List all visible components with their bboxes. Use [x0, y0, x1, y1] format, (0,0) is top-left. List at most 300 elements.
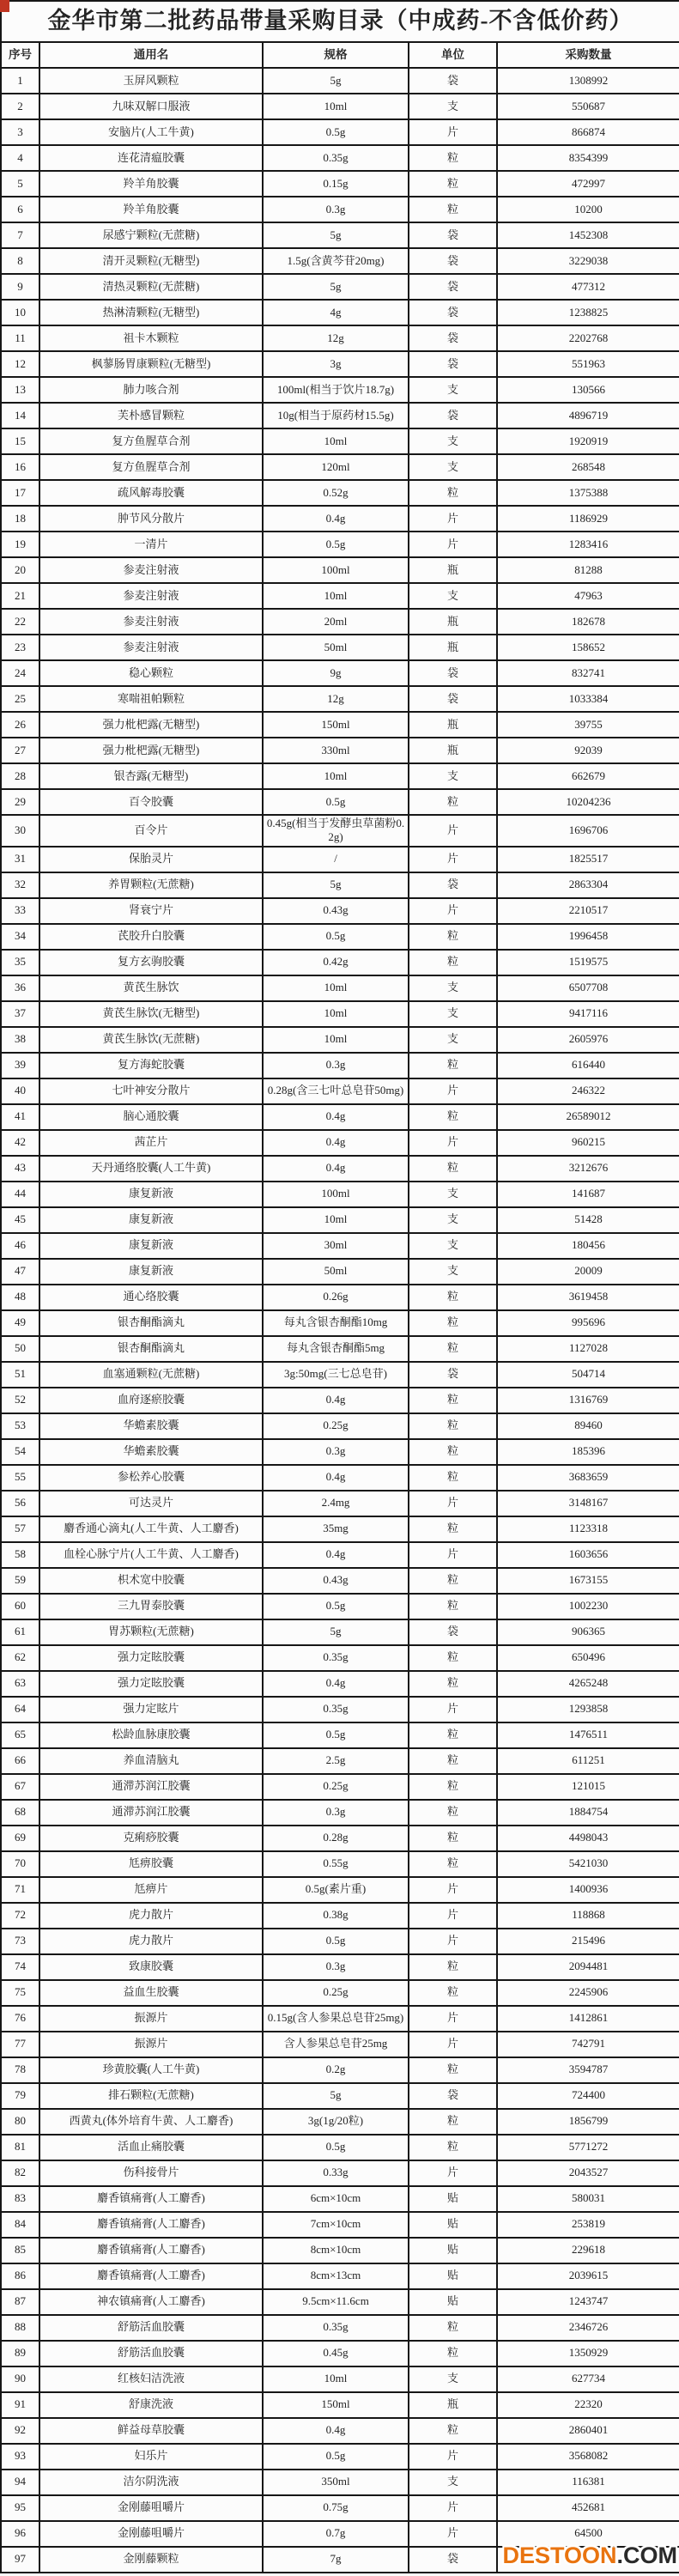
cell-quantity: 2094481: [497, 1954, 679, 1980]
cell-spec: 0.25g: [263, 1413, 409, 1439]
cell-quantity: 180456: [497, 1233, 679, 1259]
cell-index: 39: [1, 1053, 39, 1078]
cell-index: 65: [1, 1722, 39, 1748]
cell-quantity: 1920919: [497, 428, 679, 454]
cell-unit: 粒: [409, 1465, 497, 1491]
table-header-row: [1, 42, 679, 68]
cell-quantity: 2043527: [497, 2160, 679, 2186]
cell-index: 56: [1, 1491, 39, 1516]
cell-generic-name: 连花清瘟胶囊: [39, 145, 263, 171]
cell-quantity: 10204236: [497, 789, 679, 815]
cell-quantity: 141687: [497, 1182, 679, 1207]
cell-quantity: 229618: [497, 2238, 679, 2263]
cell-spec: 10ml: [263, 975, 409, 1001]
table-row: [1, 1182, 679, 1207]
cell-quantity: 960215: [497, 1130, 679, 1156]
cell-spec: 0.4g: [263, 1156, 409, 1182]
cell-index: 45: [1, 1207, 39, 1233]
cell-spec: 0.5g(素片重): [263, 1877, 409, 1903]
cell-index: 49: [1, 1310, 39, 1336]
cell-spec: 30ml: [263, 1233, 409, 1259]
cell-quantity: 1519575: [497, 950, 679, 975]
cell-quantity: 1476511: [497, 1722, 679, 1748]
cell-unit: 瓶: [409, 2392, 497, 2418]
cell-spec: 0.5g: [263, 2444, 409, 2470]
cell-quantity: 4265248: [497, 1671, 679, 1697]
cell-quantity: 2860401: [497, 2418, 679, 2444]
table-row: [1, 1207, 679, 1233]
cell-generic-name: 通心络胶囊: [39, 1285, 263, 1310]
cell-unit: 粒: [409, 1748, 497, 1774]
cell-index: 83: [1, 2186, 39, 2212]
cell-spec: 2.5g: [263, 1748, 409, 1774]
cell-generic-name: 参麦注射液: [39, 583, 263, 609]
cell-quantity: 2202768: [497, 325, 679, 351]
table-row: [1, 1233, 679, 1259]
cell-spec: 7cm×10cm: [263, 2212, 409, 2238]
cell-quantity: 472997: [497, 171, 679, 197]
cell-unit: 粒: [409, 2109, 497, 2135]
cell-unit: 粒: [409, 1800, 497, 1826]
cell-quantity: 1127028: [497, 1336, 679, 1362]
cell-generic-name: 麝香镇痛膏(人工麝香): [39, 2238, 263, 2263]
cell-unit: 袋: [409, 248, 497, 274]
cell-spec: 0.3g: [263, 1800, 409, 1826]
cell-quantity: 1316769: [497, 1388, 679, 1413]
cell-spec: 0.4g: [263, 1104, 409, 1130]
cell-spec: 3g(1g/20粒): [263, 2109, 409, 2135]
cell-index: 4: [1, 145, 39, 171]
cell-spec: 0.33g: [263, 2160, 409, 2186]
cell-generic-name: 金刚藤咀嚼片: [39, 2521, 263, 2547]
cell-generic-name: 枳术宽中胶囊: [39, 1568, 263, 1594]
cell-spec: 每丸含银杏酮酯5mg: [263, 1336, 409, 1362]
cell-index: 54: [1, 1439, 39, 1465]
table-row: [1, 68, 679, 94]
cell-unit: 粒: [409, 480, 497, 506]
cell-generic-name: 麝香镇痛膏(人工麝香): [39, 2186, 263, 2212]
cell-quantity: 1412861: [497, 2006, 679, 2032]
cell-generic-name: 百令胶囊: [39, 789, 263, 815]
watermark-suffix: .COM: [616, 2543, 677, 2568]
cell-index: 52: [1, 1388, 39, 1413]
cell-quantity: 4498043: [497, 1826, 679, 1851]
cell-quantity: 580031: [497, 2186, 679, 2212]
table-row: [1, 1671, 679, 1697]
cell-spec: 0.25g: [263, 1980, 409, 2006]
cell-spec: 0.2g: [263, 2057, 409, 2083]
table-row: [1, 1826, 679, 1851]
cell-generic-name: 参麦注射液: [39, 609, 263, 635]
cell-quantity: 995696: [497, 1310, 679, 1336]
cell-unit: 粒: [409, 1826, 497, 1851]
cell-quantity: 1293858: [497, 1697, 679, 1722]
cell-index: 59: [1, 1568, 39, 1594]
cell-spec: /: [263, 847, 409, 872]
cell-generic-name: 麝香镇痛膏(人工麝香): [39, 2212, 263, 2238]
cell-spec: 8cm×10cm: [263, 2238, 409, 2263]
cell-unit: 粒: [409, 1980, 497, 2006]
cell-generic-name: 天丹通络胶囊(人工牛黄): [39, 1156, 263, 1182]
cell-generic-name: 热淋清颗粒(无糖型): [39, 300, 263, 325]
cell-quantity: 1884754: [497, 1800, 679, 1826]
cell-index: 79: [1, 2083, 39, 2109]
cell-unit: 贴: [409, 2263, 497, 2289]
cell-index: 63: [1, 1671, 39, 1697]
cell-generic-name: 祖卡木颗粒: [39, 325, 263, 351]
cell-index: 27: [1, 738, 39, 763]
table-row: [1, 2186, 679, 2212]
cell-unit: 片: [409, 898, 497, 924]
cell-index: 58: [1, 1542, 39, 1568]
cell-quantity: 1283416: [497, 532, 679, 557]
table-row: [1, 1645, 679, 1671]
table-row: [1, 1594, 679, 1619]
cell-generic-name: 复方海蛇胶囊: [39, 1053, 263, 1078]
cell-spec: 5g: [263, 872, 409, 898]
cell-index: 12: [1, 351, 39, 377]
cell-index: 76: [1, 2006, 39, 2032]
table-row: [1, 119, 679, 145]
cell-unit: 支: [409, 454, 497, 480]
cell-quantity: 118868: [497, 1903, 679, 1929]
cell-generic-name: 舒康洗液: [39, 2392, 263, 2418]
cell-generic-name: 芪胶升白胶囊: [39, 924, 263, 950]
cell-unit: 片: [409, 2006, 497, 2032]
cell-generic-name: 可达灵片: [39, 1491, 263, 1516]
cell-quantity: 2346726: [497, 2315, 679, 2341]
table-body: [1, 68, 679, 2573]
table-row: [1, 300, 679, 325]
cell-index: 62: [1, 1645, 39, 1671]
cell-quantity: 5421030: [497, 1851, 679, 1877]
cell-spec: 10ml: [263, 583, 409, 609]
cell-generic-name: 强力定眩胶囊: [39, 1671, 263, 1697]
cell-unit: 粒: [409, 1336, 497, 1362]
table-row: [1, 1310, 679, 1336]
cell-index: 24: [1, 660, 39, 686]
cell-generic-name: 复方鱼腥草合剂: [39, 454, 263, 480]
cell-index: 48: [1, 1285, 39, 1310]
table-row: [1, 1465, 679, 1491]
cell-generic-name: 鲜益母草胶囊: [39, 2418, 263, 2444]
cell-spec: 3g: [263, 351, 409, 377]
cell-generic-name: 茜芷片: [39, 1130, 263, 1156]
cell-spec: 2.4mg: [263, 1491, 409, 1516]
cell-unit: 袋: [409, 351, 497, 377]
cell-quantity: 1243747: [497, 2289, 679, 2315]
cell-spec: 0.5g: [263, 1722, 409, 1748]
cell-spec: 0.4g: [263, 506, 409, 532]
cell-spec: 0.28g(含三七叶总皂苷50mg): [263, 1078, 409, 1104]
cell-unit: 片: [409, 847, 497, 872]
cell-index: 11: [1, 325, 39, 351]
cell-spec: 0.5g: [263, 924, 409, 950]
table-row: [1, 1851, 679, 1877]
cell-quantity: 3568082: [497, 2444, 679, 2470]
cell-unit: 袋: [409, 1619, 497, 1645]
cell-generic-name: 养血清脑丸: [39, 1748, 263, 1774]
cell-generic-name: 安脑片(人工牛黄): [39, 119, 263, 145]
cell-spec: 50ml: [263, 1259, 409, 1285]
table-row: [1, 480, 679, 506]
cell-unit: 粒: [409, 924, 497, 950]
cell-quantity: 611251: [497, 1748, 679, 1774]
cell-quantity: 9417116: [497, 1001, 679, 1027]
cell-spec: 150ml: [263, 712, 409, 738]
table-row: [1, 1619, 679, 1645]
cell-quantity: 866874: [497, 119, 679, 145]
cell-unit: 支: [409, 1001, 497, 1027]
table-row: [1, 2083, 679, 2109]
cell-spec: 1.5g(含黄芩苷20mg): [263, 248, 409, 274]
cell-unit: 粒: [409, 2135, 497, 2160]
cell-unit: 粒: [409, 1285, 497, 1310]
cell-unit: 粒: [409, 1568, 497, 1594]
table-row: [1, 2289, 679, 2315]
table-row: [1, 506, 679, 532]
cell-quantity: 116381: [497, 2470, 679, 2495]
cell-index: 66: [1, 1748, 39, 1774]
cell-index: 30: [1, 815, 39, 847]
cell-spec: 0.5g: [263, 532, 409, 557]
cell-unit: 片: [409, 1542, 497, 1568]
cell-quantity: 1238825: [497, 300, 679, 325]
cell-generic-name: 麝香通心滴丸(人工牛黄、人工麝香): [39, 1516, 263, 1542]
cell-spec: 10ml: [263, 2366, 409, 2392]
cell-generic-name: 康复新液: [39, 1182, 263, 1207]
cell-quantity: 1400936: [497, 1877, 679, 1903]
cell-unit: 粒: [409, 2315, 497, 2341]
cell-index: 6: [1, 197, 39, 222]
cell-generic-name: 克痢痧胶囊: [39, 1826, 263, 1851]
cell-spec: 10g(相当于原药材15.5g): [263, 403, 409, 428]
table-row: [1, 686, 679, 712]
cell-index: 18: [1, 506, 39, 532]
cell-generic-name: 羚羊角胶囊: [39, 171, 263, 197]
cell-quantity: 81288: [497, 557, 679, 583]
table-row: [1, 2135, 679, 2160]
cell-spec: 0.52g: [263, 480, 409, 506]
cell-spec: 330ml: [263, 738, 409, 763]
cell-index: 84: [1, 2212, 39, 2238]
cell-unit: 粒: [409, 1516, 497, 1542]
table-row: [1, 2444, 679, 2470]
table-row: [1, 325, 679, 351]
cell-unit: 片: [409, 2160, 497, 2186]
column-header-name: 通用名: [39, 42, 263, 68]
cell-unit: 粒: [409, 1439, 497, 1465]
cell-quantity: 742791: [497, 2032, 679, 2057]
cell-quantity: 64500: [497, 2521, 679, 2547]
table-row: [1, 1800, 679, 1826]
cell-index: 1: [1, 68, 39, 94]
table-row: [1, 1903, 679, 1929]
cell-quantity: 253819: [497, 2212, 679, 2238]
cell-unit: 支: [409, 975, 497, 1001]
table-row: [1, 609, 679, 635]
cell-generic-name: 养胃颗粒(无蔗糖): [39, 872, 263, 898]
table-row: [1, 975, 679, 1001]
cell-generic-name: 麝香镇痛膏(人工麝香): [39, 2263, 263, 2289]
cell-spec: 0.15g(含人参果总皂苷25mg): [263, 2006, 409, 2032]
table-row: [1, 660, 679, 686]
table-row: [1, 2341, 679, 2366]
cell-spec: 0.4g: [263, 2418, 409, 2444]
cell-quantity: 158652: [497, 635, 679, 660]
cell-spec: 100ml(相当于饮片18.7g): [263, 377, 409, 403]
cell-generic-name: 黄芪生脉饮(无蔗糖): [39, 1027, 263, 1053]
cell-index: 37: [1, 1001, 39, 1027]
cell-spec: 5g: [263, 2083, 409, 2109]
cell-quantity: 10200: [497, 197, 679, 222]
cell-generic-name: 三九胃泰胶囊: [39, 1594, 263, 1619]
cell-generic-name: 尿感宁颗粒(无蔗糖): [39, 222, 263, 248]
cell-unit: 支: [409, 377, 497, 403]
table-row: [1, 950, 679, 975]
cell-generic-name: 尪痹片: [39, 1877, 263, 1903]
cell-generic-name: 黄芪生脉饮: [39, 975, 263, 1001]
cell-index: 22: [1, 609, 39, 635]
cell-generic-name: 虎力散片: [39, 1929, 263, 1954]
cell-index: 41: [1, 1104, 39, 1130]
table-row: [1, 2006, 679, 2032]
table-row: [1, 2212, 679, 2238]
cell-generic-name: 活血止痛胶囊: [39, 2135, 263, 2160]
cell-quantity: 1123318: [497, 1516, 679, 1542]
cell-index: 33: [1, 898, 39, 924]
cell-generic-name: 参麦注射液: [39, 557, 263, 583]
cell-generic-name: 强力枇杷露(无糖型): [39, 712, 263, 738]
table-row: [1, 2109, 679, 2135]
cell-generic-name: 振源片: [39, 2006, 263, 2032]
cell-generic-name: 玉屏风颗粒: [39, 68, 263, 94]
cell-index: 20: [1, 557, 39, 583]
cell-spec: 0.35g: [263, 2315, 409, 2341]
cell-generic-name: 芙朴感冒颗粒: [39, 403, 263, 428]
cell-spec: 0.3g: [263, 197, 409, 222]
cell-unit: 瓶: [409, 609, 497, 635]
cell-index: 74: [1, 1954, 39, 1980]
cell-unit: 支: [409, 1259, 497, 1285]
cell-index: 72: [1, 1903, 39, 1929]
cell-generic-name: 伤科接骨片: [39, 2160, 263, 2186]
cell-unit: 片: [409, 2521, 497, 2547]
cell-spec: 0.35g: [263, 1645, 409, 1671]
cell-index: 82: [1, 2160, 39, 2186]
cell-unit: 贴: [409, 2212, 497, 2238]
cell-spec: 0.5g: [263, 119, 409, 145]
cell-spec: 5g: [263, 274, 409, 300]
table-row: [1, 351, 679, 377]
cell-generic-name: 华蟾素胶囊: [39, 1413, 263, 1439]
cell-index: 19: [1, 532, 39, 557]
cell-spec: 0.3g: [263, 1053, 409, 1078]
cell-unit: 粒: [409, 2057, 497, 2083]
cell-unit: 袋: [409, 274, 497, 300]
cell-index: 91: [1, 2392, 39, 2418]
cell-unit: 支: [409, 1182, 497, 1207]
cell-spec: 10ml: [263, 763, 409, 789]
cell-unit: 粒: [409, 1413, 497, 1439]
cell-generic-name: 尪痹胶囊: [39, 1851, 263, 1877]
cell-spec: 5g: [263, 1619, 409, 1645]
cell-quantity: 551963: [497, 351, 679, 377]
cell-quantity: 5771272: [497, 2135, 679, 2160]
table-row: [1, 898, 679, 924]
cell-index: 36: [1, 975, 39, 1001]
cell-spec: 0.43g: [263, 1568, 409, 1594]
cell-quantity: 26589012: [497, 1104, 679, 1130]
cell-generic-name: 强力定眩胶囊: [39, 1645, 263, 1671]
cell-unit: 粒: [409, 1774, 497, 1800]
table-row: [1, 2238, 679, 2263]
cell-generic-name: 康复新液: [39, 1233, 263, 1259]
cell-spec: 10ml: [263, 94, 409, 119]
cell-generic-name: 枫蓼肠胃康颗粒(无糖型): [39, 351, 263, 377]
cell-unit: 粒: [409, 1156, 497, 1182]
cell-generic-name: 寒喘祖帕颗粒: [39, 686, 263, 712]
cell-generic-name: 复方玄驹胶囊: [39, 950, 263, 975]
cell-index: 15: [1, 428, 39, 454]
cell-unit: 支: [409, 428, 497, 454]
cell-generic-name: 参松养心胶囊: [39, 1465, 263, 1491]
cell-unit: 片: [409, 1078, 497, 1104]
cell-unit: 瓶: [409, 712, 497, 738]
table-row: [1, 738, 679, 763]
cell-unit: 片: [409, 2444, 497, 2470]
cell-quantity: 1350929: [497, 2341, 679, 2366]
table-row: [1, 2470, 679, 2495]
table-row: [1, 763, 679, 789]
cell-generic-name: 脑心通胶囊: [39, 1104, 263, 1130]
cell-index: 86: [1, 2263, 39, 2289]
cell-unit: 袋: [409, 325, 497, 351]
cell-unit: 支: [409, 1233, 497, 1259]
cell-index: 64: [1, 1697, 39, 1722]
cell-quantity: 832741: [497, 660, 679, 686]
cell-index: 51: [1, 1362, 39, 1388]
cell-unit: 片: [409, 119, 497, 145]
cell-index: 26: [1, 712, 39, 738]
table-row: [1, 1748, 679, 1774]
cell-generic-name: 强力枇杷露(无糖型): [39, 738, 263, 763]
cell-unit: 粒: [409, 197, 497, 222]
cell-quantity: 1308992: [497, 68, 679, 94]
cell-index: 77: [1, 2032, 39, 2057]
table-row: [1, 377, 679, 403]
cell-quantity: 616440: [497, 1053, 679, 1078]
cell-generic-name: 血栓心脉宁片(人工牛黄、人工麝香): [39, 1542, 263, 1568]
cell-quantity: 1673155: [497, 1568, 679, 1594]
cell-generic-name: 一清片: [39, 532, 263, 557]
cell-spec: 0.5g: [263, 1929, 409, 1954]
cell-spec: 5g: [263, 222, 409, 248]
cell-unit: 瓶: [409, 738, 497, 763]
cell-quantity: 3594787: [497, 2057, 679, 2083]
cell-unit: 粒: [409, 950, 497, 975]
cell-spec: 8cm×13cm: [263, 2263, 409, 2289]
title-row: [1, 1, 679, 42]
cell-spec: 0.45g(相当于发酵虫草菌粉0.2g): [263, 815, 409, 847]
table-row: [1, 2057, 679, 2083]
table-row: [1, 2392, 679, 2418]
cell-unit: 袋: [409, 300, 497, 325]
cell-quantity: 8354399: [497, 145, 679, 171]
table-row: [1, 1413, 679, 1439]
cell-index: 8: [1, 248, 39, 274]
cell-unit: 片: [409, 1877, 497, 1903]
